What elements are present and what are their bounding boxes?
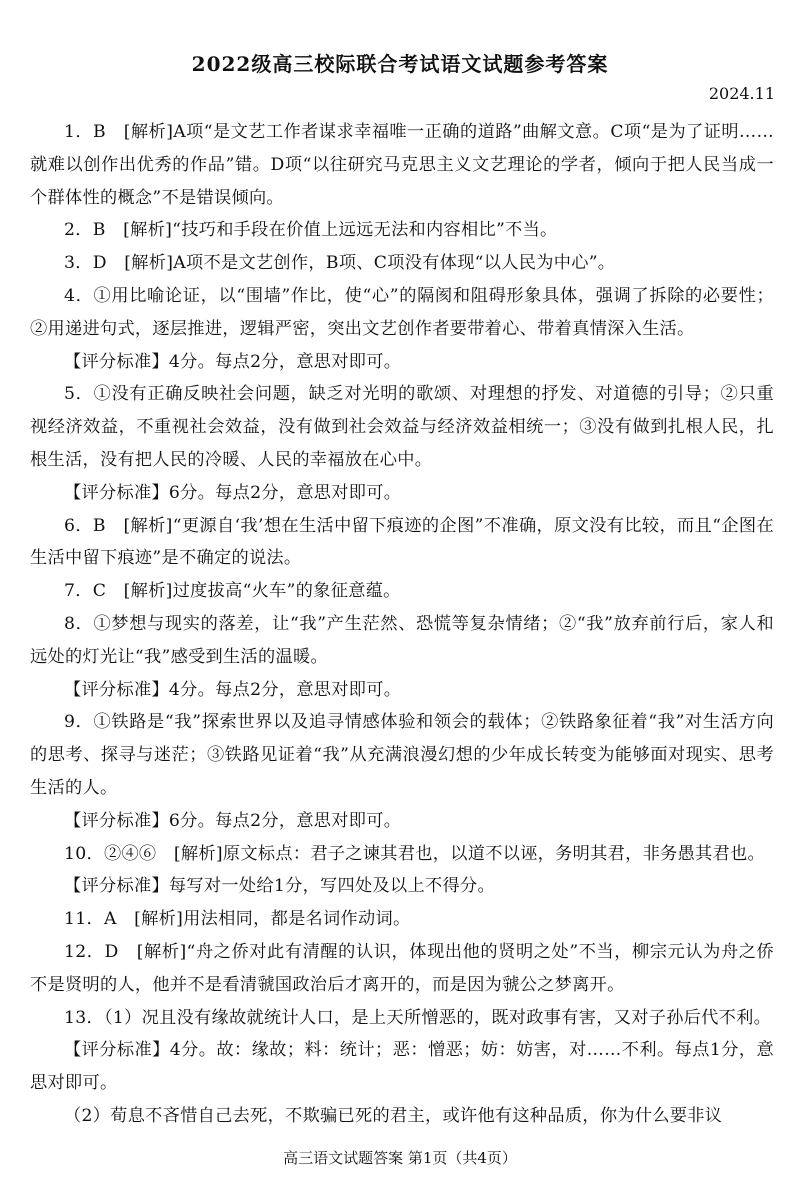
paragraph: 【评分标准】4分。每点2分，意思对即可。 [64, 351, 402, 372]
paragraph: （2）荀息不吝惜自己去死，不欺骗已死的君主，或许他有这种品质，你为什么要非议 [64, 1105, 723, 1126]
paragraph: 【评分标准】6分。每点2分，意思对即可。 [64, 810, 402, 831]
paragraph: 11．A [解析]用法相同，都是名词作动词。 [64, 909, 411, 930]
page-footer: 高三语文试题答案 第1页（共4页） [283, 1149, 517, 1167]
paragraph: 1．B [解析]A项“是文艺工作者谋求幸福唯一正确的道路”曲解文意。C项“是为了证明……就难以创作出优秀的作品”错。D项“以往研究马克思主义文艺理论的学者，倾向于把人民当成一个群体性的概念”不是错误倾向。 [30, 122, 774, 208]
page-title: 2022级高三校际联合考试语文试题参考答案 [191, 52, 609, 76]
paragraph: 10．②④⑥ [解析]原文标点：君子之谏其君也，以道不以诬，务明其君，非务愚其君也。 [64, 843, 766, 864]
paragraph: 3．D [解析]A项不是文艺创作，B项、C项没有体现“以人民为中心”。 [64, 253, 616, 274]
paragraph: 2．B [解析]“技巧和手段在价值上远远无法和内容相比”不当。 [64, 220, 558, 241]
paragraph: 【评分标准】4分。故：缘故；料：统计；恶：憎恶；妨：妨害，对……不利。每点1分，意思对即可。 [30, 1040, 774, 1094]
paragraph: 8．①梦想与现实的落差，让“我”产生茫然、恐慌等复杂情绪；②“我”放弃前行后，家人和远处的灯光让“我”感受到生活的温暖。 [30, 613, 774, 667]
paragraph: 9．①铁路是“我”探索世界以及追寻情感体验和领会的载体；②铁路象征着“我”对生活方向的思考、探寻与迷茫；③铁路见证着“我”从充满浪漫幻想的少年成长转变为能够面对现实、思考生活的人。 [30, 712, 774, 798]
paragraph: 6．B [解析]“更源自‘我’想在生活中留下痕迹的企图”不准确，原文没有比较，而且“企图在生活中留下痕迹”是不确定的说法。 [30, 515, 774, 569]
paragraph: 7．C [解析]过度拔高“火车”的象征意蕴。 [64, 581, 401, 602]
paragraph: 4．①用比喻论证，以“围墙”作比，使“心”的隔阂和阻碍形象具体，强调了拆除的必要性；②用递进句式，逐层推进，逻辑严密，突出文艺创作者要带着心、带着真情深入生活。 [30, 285, 774, 339]
date-label: 2024.11 [708, 84, 775, 103]
paragraph: 12．D [解析]“舟之侨对此有清醒的认识，体现出他的贤明之处”不当，柳宗元认为舟之侨不是贤明的人，他并不是看清虢国政治后才离开的，而是因为虢公之梦离开。 [30, 941, 774, 995]
paragraph: 【评分标准】6分。每点2分，意思对即可。 [64, 482, 402, 503]
paragraph: 【评分标准】4分。每点2分，意思对即可。 [64, 679, 402, 700]
paragraph: 5．①没有正确反映社会问题，缺乏对光明的歌颂、对理想的抒发、对道德的引导；②只重视经济效益，不重视社会效益，没有做到社会效益与经济效益相统一；③没有做到扎根人民，扎根生活，没有把人民的冷暖、人民的幸福放在心中。 [30, 384, 774, 470]
answer-body [30, 116, 774, 1133]
paragraph: 【评分标准】每写对一处给1分，写四处及以上不得分。 [64, 876, 495, 897]
paragraph: 13．（1）况且没有缘故就统计人口，是上天所憎恶的，既对政事有害，又对子孙后代不利。 [64, 1007, 772, 1028]
